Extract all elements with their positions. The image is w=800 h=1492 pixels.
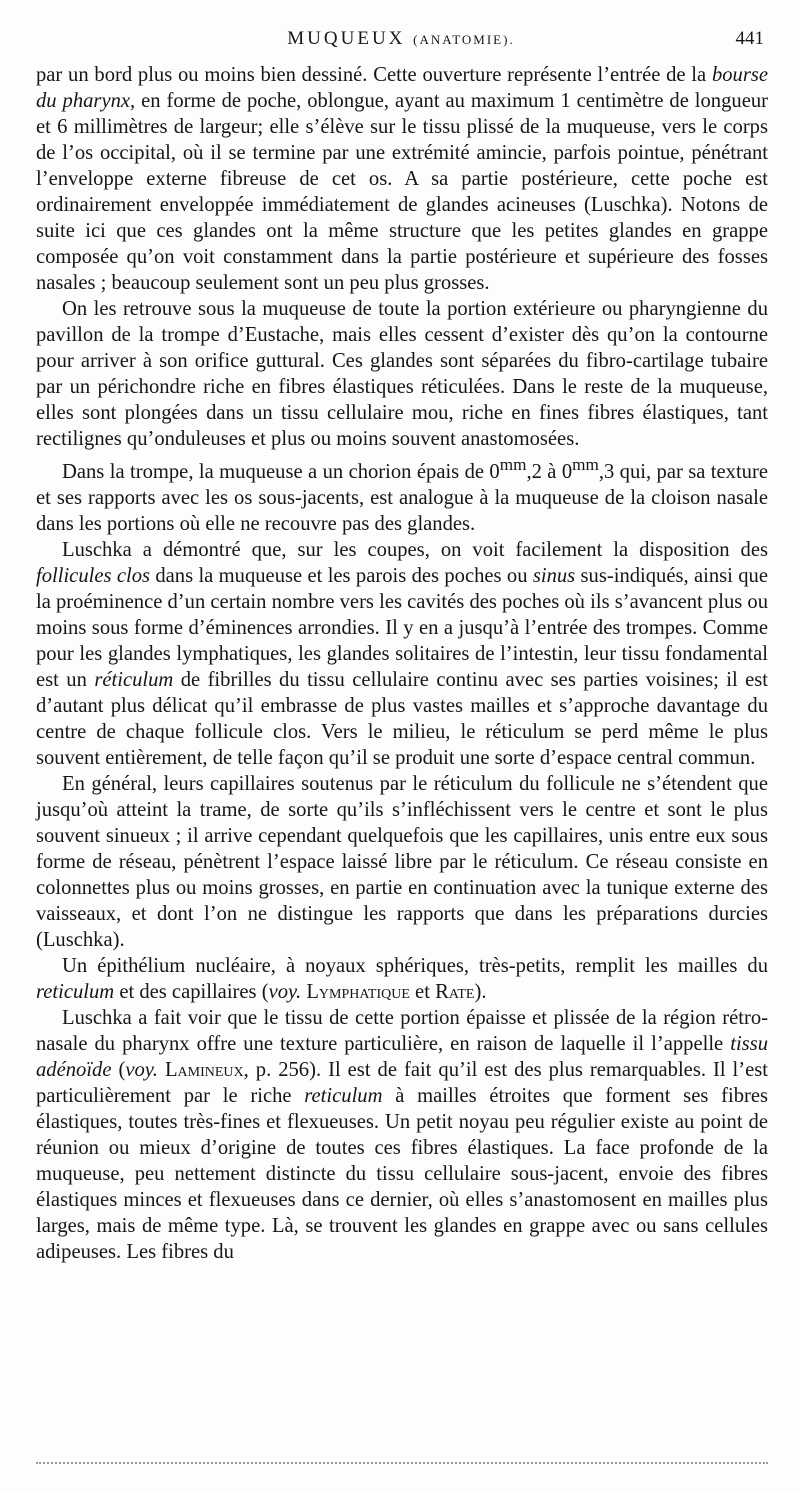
text-run: dans la muqueuse et les parois des poches ou — [150, 564, 533, 587]
text-run: ,2 à 0 — [526, 460, 573, 483]
text-run: ( — [111, 1058, 126, 1081]
italic-text: voy. — [125, 1058, 158, 1081]
text-run — [158, 1059, 165, 1081]
text-run: En général, leurs capillaires soutenus par le réticulum du follicule ne s’étendent que jusqu’où atteint la trame, de sorte qu’ils s’infléchissent vers le centre et sont le plus souvent sinueux ; il arrive cependant quelquefois que les capillaires, unis entre eux sous forme de réseau, pénètrent l’espace laissé libre par le réticulum. Ce réseau consiste en colonnettes plus ou moins grosses, en partie en continuation avec la tunique externe des vaisseaux, et dont l’on ne distingue les rapports que dans les préparations durcies (Luschka). — [36, 772, 768, 951]
running-title — [36, 28, 766, 50]
small-caps-reference: Lamineux — [164, 1058, 244, 1081]
text-run: ,3 qui, par sa texture et ses rapports avec les os sous-jacents, est analogue à la muqueuse de la cloison nasale dans les portions où elle ne recouvre pas des glandes. — [36, 460, 768, 535]
italic-text: reticulum — [36, 980, 115, 1003]
italic-text: sinus — [532, 564, 576, 587]
running-head — [36, 28, 766, 58]
text-run: , en forme de poche, oblongue, ayant au maximum 1 centimètre de longueur et 6 millimètres de largeur; elle s’élève sur le tissu plissé de la muqueuse, vers le corps de l’os occipital, où il se termine par une extrémité amincie, parfois pointue, pénétrant l’enveloppe externe fibreuse de cet os. A sa partie postérieure, cette poche est ordinairement enveloppée immédiatement de glandes acineuses (Luschka). Notons de suite ici que ces glandes ont la même structure que les petites glandes en grappe composée qu’on voit constamment dans la partie postérieure et supérieure des fosses nasales ; beaucoup seulement sont un peu plus grosses. — [36, 90, 768, 294]
italic-text: reticulum — [304, 1084, 383, 1107]
running-title-subtitle: (ANATOMIE). — [413, 32, 515, 47]
paragraph — [36, 771, 768, 953]
paragraph — [36, 1005, 768, 1265]
small-caps-reference: Rate — [435, 980, 475, 1003]
paragraph — [36, 953, 768, 1005]
text-run: à mailles étroites que forment ses fibres élastiques, toutes très-fines et flexueuses. Un petit noyau peu régulier existe au point de réunion ou mieux d’origine de toutes ces fibres élastiques. La face profonde de la muqueuse, peu nettement distincte du tissu cellulaire sous-jacent, envoie des fibres élastiques minces et flexueuses dans ce dernier, où elles s’anastomosent en mailles plus larges, mais de même type. Là, se trouvent les glandes en grappe avec ou sans cellules adipeuses. Les fibres du — [36, 1084, 768, 1263]
text-run: et des capillaires ( — [114, 980, 269, 1003]
italic-text: bourse du pharynx — [36, 64, 768, 112]
superscript-unit: mm — [572, 455, 599, 474]
italic-text: voy. — [268, 980, 302, 1003]
superscript-unit: mm — [499, 455, 527, 474]
page-number: 441 — [735, 28, 764, 49]
running-title-main: MUQUEUX — [287, 28, 406, 49]
text-run: par un bord plus ou moins bien dessiné. Cette ouverture représente l’entrée de la — [36, 64, 712, 86]
paragraph — [36, 537, 768, 771]
paragraph — [36, 62, 768, 296]
italic-text: réticulum — [94, 668, 174, 691]
text-run: de fibrilles du tissu cellulaire continu avec ses parties voisines; il est d’autant plus délicat qu’il embrasse de plus vastes mailles et s’approche davantage du centre de chaque follicule clos. Vers le milieu, le réticulum se perd même le plus souvent entièrement, de telle façon qu’il se produit une sorte d’espace central commun. — [36, 668, 768, 769]
paragraph — [36, 452, 768, 537]
text-run: , p. 256). Il est de fait qu’il est des plus remarquables. Il l’est particulièrement par le riche — [36, 1058, 768, 1107]
italic-text: follicules clos — [36, 564, 151, 587]
italic-text: tissu adénoïde — [36, 1032, 768, 1081]
text-run: Un épithélium nucléaire, à noyaux sphériques, très-petits, remplit les mailles du — [62, 954, 768, 977]
text-run: ). — [474, 980, 487, 1003]
text-run: sus-indiqués, ainsi que la proéminence d’un certain nombre vers les cavités des poches où ils s’avancent plus ou moins sous forme d’éminences arrondies. Il y en a jusqu’à l’entrée des trompes. Comme pour les glandes lymphatiques, les glandes solitaires de l’intestin, leur tissu fondamental est un — [36, 564, 768, 691]
body-text — [36, 62, 768, 1265]
paragraph — [36, 296, 768, 452]
text-run: Luschka a fait voir que le tissu de cette portion épaisse et plissée de la région rétro-nasale du pharynx offre une texture particulière, en raison de laquelle il l’appelle — [36, 1006, 768, 1055]
text-run: Luschka a démontré que, sur les coupes, on voit facilement la disposition des — [62, 538, 768, 561]
small-caps-reference: Lymphatique — [306, 980, 410, 1003]
text-run: et — [409, 980, 436, 1003]
footer-rule — [36, 1462, 768, 1464]
text-run: Dans la trompe, la muqueuse a un chorion épais de 0 — [62, 460, 500, 483]
text-run: On les retrouve sous la muqueuse de toute la portion extérieure ou pharyngienne du pavillon de la trompe d’Eustache, mais elles cessent d’exister dès qu’on la contourne pour arriver à son orifice guttural. Ces glandes sont séparées du fibro-cartilage tubaire par un périchondre riche en fibres élastiques réticulées. Dans le reste de la muqueuse, elles sont plongées dans un tissu cellulaire mou, riche en fines fibres élastiques, tant rectilignes qu’onduleuses et plus ou moins souvent anastomosées. — [36, 298, 768, 450]
